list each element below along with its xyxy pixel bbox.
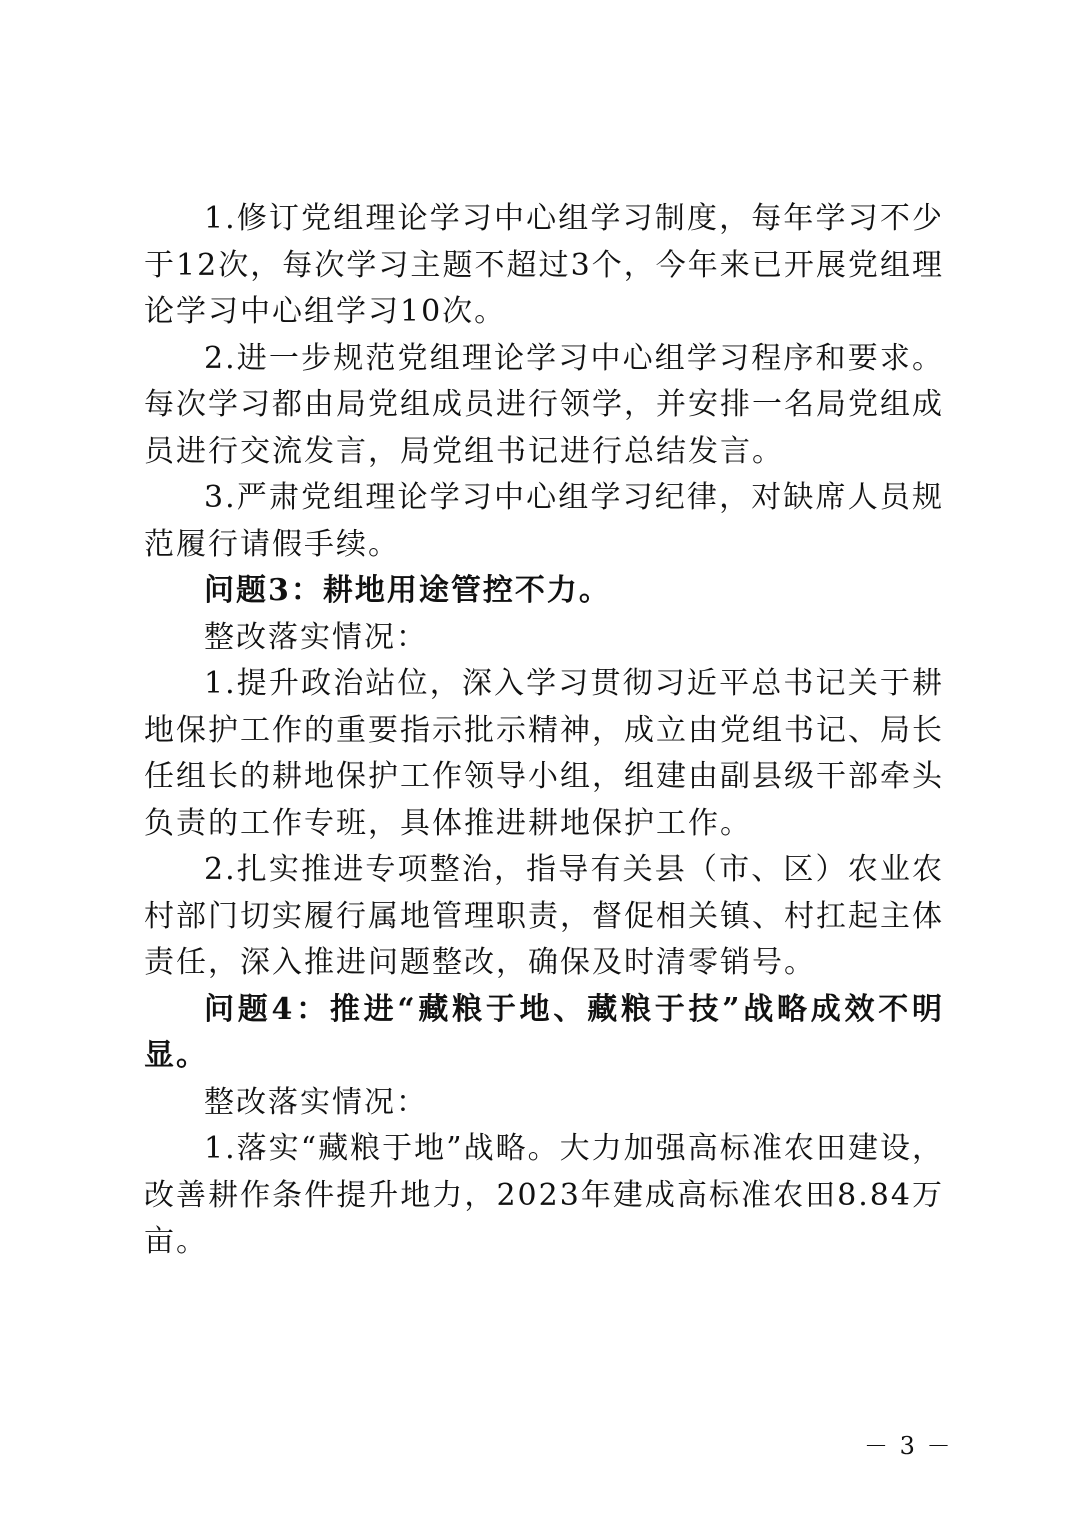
document-body <box>144 196 944 1266</box>
paragraph-study-system: 1.修订党组理论学习中心组学习制度，每年学习不少于12次，每次学习主题不超过3个，今年来已开展党组理论学习中心组学习10次。 <box>144 201 944 329</box>
paragraph-study-discipline: 3.严肃党组理论学习中心组学习纪律，对缺席人员规范履行请假手续。 <box>144 480 944 562</box>
heading-problem-4: 问题4：推进“藏粮于地、藏粮于技”战略成效不明显。 <box>144 991 944 1073</box>
paragraph-study-procedure: 2.进一步规范党组理论学习中心组学习程序和要求。每次学习都由局党组成员进行领学，并安排一名局党组成员进行交流发言，局党组书记进行总结发言。 <box>144 340 944 469</box>
paragraph-political-stance: 1.提升政治站位，深入学习贯彻习近平总书记关于耕地保护工作的重要指示批示精神，成立由党组书记、局长任组长的耕地保护工作领导小组，组建由副县级干部牵头负责的工作专班，具体推进耕地保护工作。 <box>144 666 944 841</box>
paragraph-farmland-strategy: 1.落实“藏粮于地”战略。大力加强高标准农田建设，改善耕作条件提升地力，2023年建成高标准农田8.84万亩。 <box>144 1131 944 1259</box>
label-rectification-status: 整改落实情况： <box>204 619 428 655</box>
heading-problem-3: 问题3：耕地用途管控不力。 <box>204 573 611 608</box>
paragraph-special-rectification: 2.扎实推进专项整治，指导有关县（市、区）农业农村部门切实履行属地管理职责，督促相关镇、村扛起主体责任，深入推进问题整改，确保及时清零销号。 <box>144 852 944 980</box>
label-rectification-status-2: 整改落实情况： <box>204 1084 428 1120</box>
page-number: － 3 － <box>864 1432 953 1460</box>
